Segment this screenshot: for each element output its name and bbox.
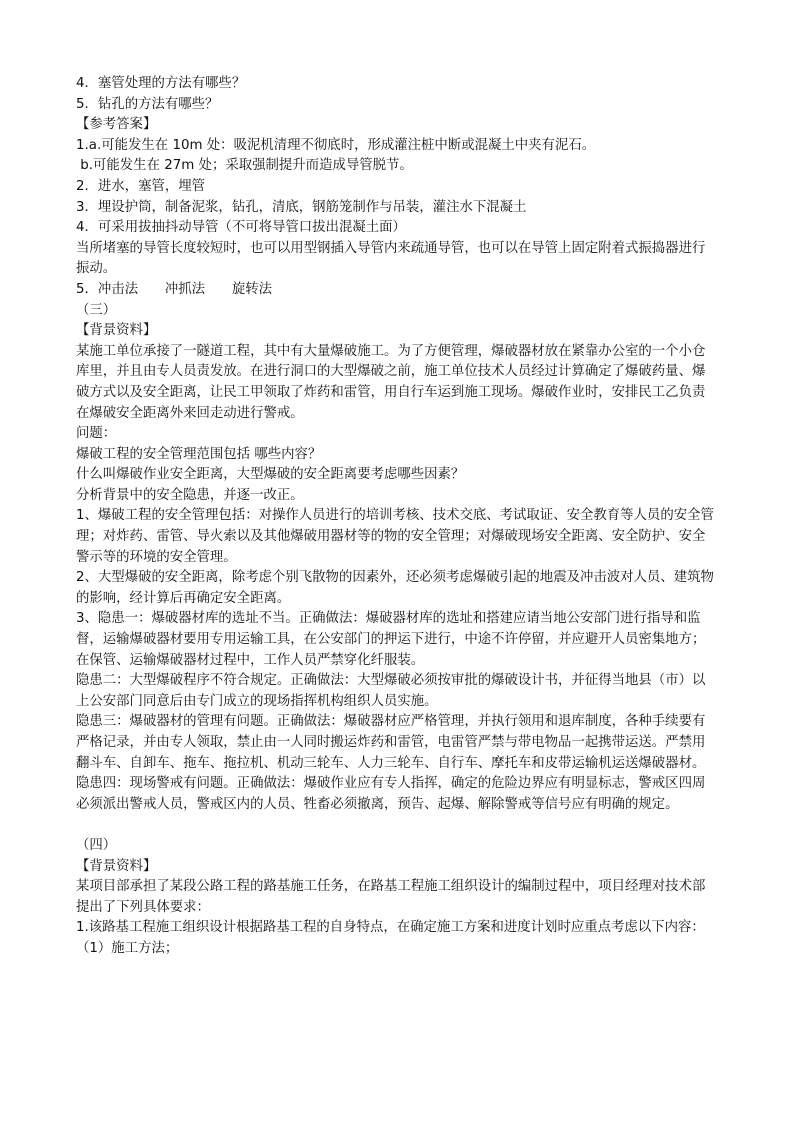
text-line: 问题：	[76, 426, 117, 442]
answer-paragraph: 1、爆破工程的安全管理包括：对操作人员进行的培训考核、技术交底、考试取证、安全教育等人员的安全管理；对炸药、雷管、导火索以及其他爆破用器材等的物的安全管理；对爆破现场安全距离、安全防护、安全警示等的环境的安全管理。	[76, 508, 714, 565]
answer-paragraph: 隐患三：爆破器材的管理有问题。正确做法：爆破器材应严格管理，并执行领用和退库制度，各种手续要有严格记录，并由专人领取，禁止由一人同时搬运炸药和雷管，电雷管严禁与带电物品一起携带运送。严禁用翻斗车、自卸车、拖车、拖拉机、机动三轮车、人力三轮车、自行车、摩托车和皮带运输机运送爆破器材。	[76, 714, 706, 771]
section-heading: 【背景资料】	[76, 858, 157, 874]
document-page	[76, 74, 718, 960]
answer-paragraph: 隐患四：现场警戒有问题。正确做法：爆破作业应有专人指挥，确定的危险边界应有明显标志，警戒区四周必须派出警戒人员，警戒区内的人员、牲畜必须撤离，预告、起爆、解除警戒等信号应有明确的规定。	[76, 776, 706, 812]
text-line: （1）施工方法；	[76, 940, 179, 956]
text-line: b.可能发生在 27m 处；采取强制提升而造成导管脱节。	[76, 158, 413, 174]
paragraph: 某施工单位承接了一隧道工程，其中有大量爆破施工。为了方便管理，爆破器材放在紧靠办公室的一个小仓库里，并且由专人员责发放。在进行洞口的大型爆破之前，施工单位技术人员经过计算确定了爆破药量、爆破方式以及安全距离，让民工甲领取了炸药和雷管，用自行车运到施工现场。爆破作业时，安排民工乙负责在爆破安全距离外来回走动进行警戒。	[76, 343, 706, 421]
text-line: 3．埋设护筒，制备泥浆，钻孔，清底，钢筋笼制作与吊装，灌注水下混凝土	[76, 199, 527, 215]
answer-paragraph: 3、隐患一：爆破器材库的选址不当。正确做法：爆破器材库的选址和搭建应请当地公安部门进行指导和监督，运输爆破器材要用专用运输工具，在公安部门的押运下进行，中途不许停留，并应避开人员密集地方；在保管、运输爆破器材过程中，工作人员严禁穿化纤服装。	[76, 611, 706, 668]
section-heading: 【背景资料】	[76, 323, 157, 339]
text-line: 5．钻孔的方法有哪些？	[76, 96, 219, 112]
blank-line	[76, 815, 718, 836]
paragraph: 当所堵塞的导管长度较短时，也可以用型钢插入导管内来疏通导管，也可以在导管上固定附着式振捣器进行振动。	[76, 240, 706, 277]
text-line: 4．塞管处理的方法有哪些？	[76, 76, 246, 91]
text-line: 2．进水，塞管，埋管	[76, 178, 206, 194]
answer-paragraph: 隐患二：大型爆破程序不符合规定。正确做法：大型爆破必须按审批的爆破设计书，并征得当地县（市）以上公安部门同意后由专门成立的现场指挥机构组织人员实施。	[76, 673, 706, 709]
paragraph: 某项目部承担了某段公路工程的路基施工任务，在路基工程施工组织设计的编制过程中，项目经理对技术部提出了下列具体要求：	[76, 879, 706, 915]
question-line: 什么叫爆破作业安全距离，大型爆破的安全距离要考虑哪些因素？	[76, 467, 465, 483]
text-line: 1.a.可能发生在 10m 处：吸泥机清理不彻底时，形成灌注桩中断或混凝土中夹有泥石。	[76, 137, 596, 153]
paragraph: 1.该路基工程施工组织设计根据路基工程的自身特点，在确定施工方案和进度计划时应重点考虑以下内容：	[76, 920, 705, 936]
text-line: 5．冲击法 冲抓法 旋转法	[76, 281, 272, 297]
section-number: （四）	[76, 837, 117, 853]
section-heading: 【参考答案】	[76, 117, 157, 133]
section-number: （三）	[76, 302, 117, 318]
question-line: 爆破工程的安全管理范围包括 哪些内容？	[76, 446, 322, 462]
text-line: 4．可采用拔抽抖动导管（不可将导管口拔出混凝土面）	[76, 220, 406, 236]
question-line: 分析背景中的安全隐患，并逐一改正。	[76, 487, 304, 503]
answer-paragraph: 2、大型爆破的安全距离，除考虑个别飞散物的因素外，还必须考虑爆破引起的地震及冲击波对人员、建筑物的影响，经计算后再确定安全距离。	[76, 570, 714, 606]
